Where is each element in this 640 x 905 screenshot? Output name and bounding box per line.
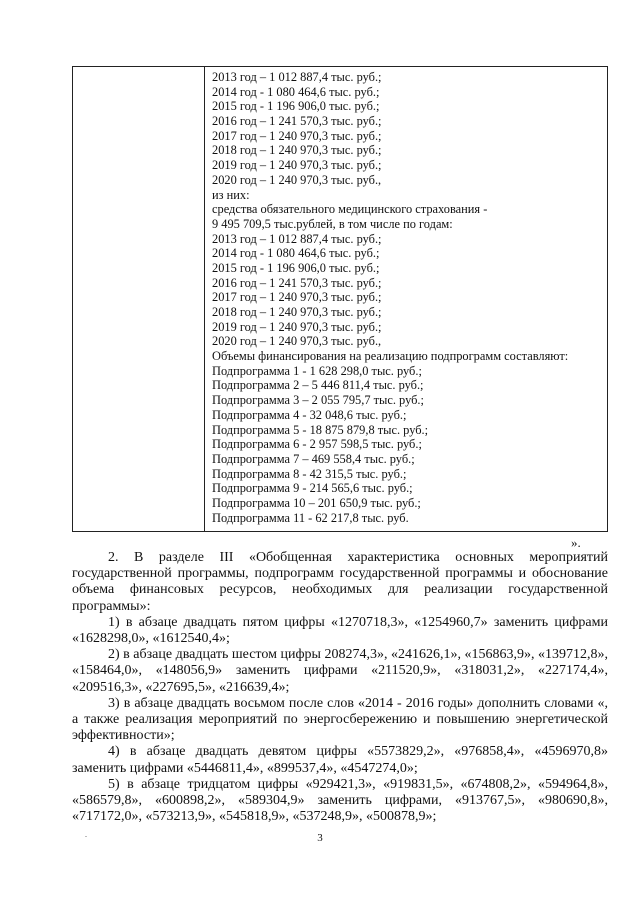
table-line: Подпрограмма 2 – 5 446 811,4 тыс. руб.; bbox=[212, 378, 424, 393]
table-line: 2019 год – 1 240 970,3 тыс. руб.; bbox=[212, 158, 382, 173]
table-value-cell bbox=[212, 70, 601, 525]
table-line: 2015 год - 1 196 906,0 тыс. руб.; bbox=[212, 99, 380, 114]
table-line: 2013 год – 1 012 887,4 тыс. руб.; bbox=[212, 70, 382, 84]
table-line: 9 495 709,5 тыс.рублей, в том числе по годам: bbox=[212, 216, 453, 231]
table-line: Подпрограмма 4 - 32 048,6 тыс. руб.; bbox=[212, 407, 407, 422]
table-line: 2019 год – 1 240 970,3 тыс. руб.; bbox=[212, 319, 382, 334]
amendment-paragraph: 2) в абзаце двадцать шестом цифры 208274,3», «241626,1», «156863,9», «139712,8», «158464,0», «148056,9» заменить цифрами «211520,9», «318031,2», «227174,4», «209516,3», «227695,5», «216639,4»; bbox=[72, 647, 608, 695]
document-body bbox=[72, 550, 608, 825]
table-line: 2017 год – 1 240 970,3 тыс. руб.; bbox=[212, 290, 382, 305]
amendment-paragraph: 5) в абзаце тридцатом цифры «929421,3», «919831,5», «674808,2», «594964,8», «586579,8», «600898,2», «589304,9» заменить цифрами, «913767,5», «980690,8», «717172,0», «573213,9», «545818,9», «537248,9», «500878,9»; bbox=[72, 776, 608, 825]
table-line: Подпрограмма 3 – 2 055 795,7 тыс. руб.; bbox=[212, 393, 424, 408]
closing-quote: ». bbox=[571, 535, 581, 550]
table-line: Подпрограмма 9 - 214 565,6 тыс. руб.; bbox=[212, 481, 413, 496]
table-column-divider bbox=[204, 67, 205, 531]
table-line: 2015 год - 1 196 906,0 тыс. руб.; bbox=[212, 260, 380, 275]
amendment-paragraph: 3) в абзаце двадцать восьмом после слов «2014 - 2016 годы» дополнить словами «, а также реализация мероприятий по энергосбережению и повышению энергетической эффективности»; bbox=[72, 695, 608, 744]
table-line: Подпрограмма 5 - 18 875 879,8 тыс. руб.; bbox=[212, 422, 429, 437]
table-line: средства обязательного медицинского страхования - bbox=[212, 202, 488, 217]
table-line: 2014 год - 1 080 464,6 тыс. руб.; bbox=[212, 246, 380, 261]
table-line: 2018 год – 1 240 970,3 тыс. руб.; bbox=[212, 143, 382, 158]
table-line: Подпрограмма 10 – 201 650,9 тыс. руб.; bbox=[212, 495, 421, 510]
table-line: Подпрограмма 7 – 469 558,4 тыс. руб.; bbox=[212, 451, 415, 466]
table-line: 2017 год – 1 240 970,3 тыс. руб.; bbox=[212, 128, 382, 143]
table-line: 2013 год – 1 012 887,4 тыс. руб.; bbox=[212, 231, 382, 246]
table-line: Подпрограмма 8 - 42 315,5 тыс. руб.; bbox=[212, 466, 407, 481]
table-line: 2014 год - 1 080 464,6 тыс. руб.; bbox=[212, 84, 380, 99]
financing-table bbox=[72, 66, 608, 532]
table-line: 2020 год – 1 240 970,3 тыс. руб., bbox=[212, 172, 382, 187]
page-number: 3 bbox=[317, 832, 323, 844]
table-line: 2016 год – 1 241 570,3 тыс. руб.; bbox=[212, 114, 382, 129]
table-line: Подпрограмма 11 - 62 217,8 тыс. руб. bbox=[212, 510, 409, 525]
amendment-paragraph: 4) в абзаце двадцать девятом цифры «5573829,2», «976858,4», «4596970,8» заменить цифрами «5446811,4», «899537,4», «4547274,0»; bbox=[72, 744, 608, 776]
amendment-paragraph: 1) в абзаце двадцать пятом цифры «1270718,3», «1254960,7» заменить цифрами «1628298,0», «1612540,4»; bbox=[72, 614, 608, 647]
table-line: Подпрограмма 1 - 1 628 298,0 тыс. руб.; bbox=[212, 363, 422, 378]
table-line: Объемы финансирования на реализацию подпрограмм составляют: bbox=[212, 349, 569, 364]
table-line: Подпрограмма 6 - 2 957 598,5 тыс. руб.; bbox=[212, 437, 422, 452]
table-line: 2018 год – 1 240 970,3 тыс. руб.; bbox=[212, 305, 382, 319]
table-line: 2016 год – 1 241 570,3 тыс. руб.; bbox=[212, 275, 382, 290]
table-line: из них: bbox=[212, 187, 250, 202]
section-heading-paragraph: 2. В разделе III «Обобщенная характеристика основных мероприятий государственной программы, подпрограмм государственной программы и обоснование объема финансовых ресурсов, необходимых для реализации государственной программы»: bbox=[72, 550, 608, 614]
table-line: 2020 год – 1 240 970,3 тыс. руб., bbox=[212, 334, 382, 349]
